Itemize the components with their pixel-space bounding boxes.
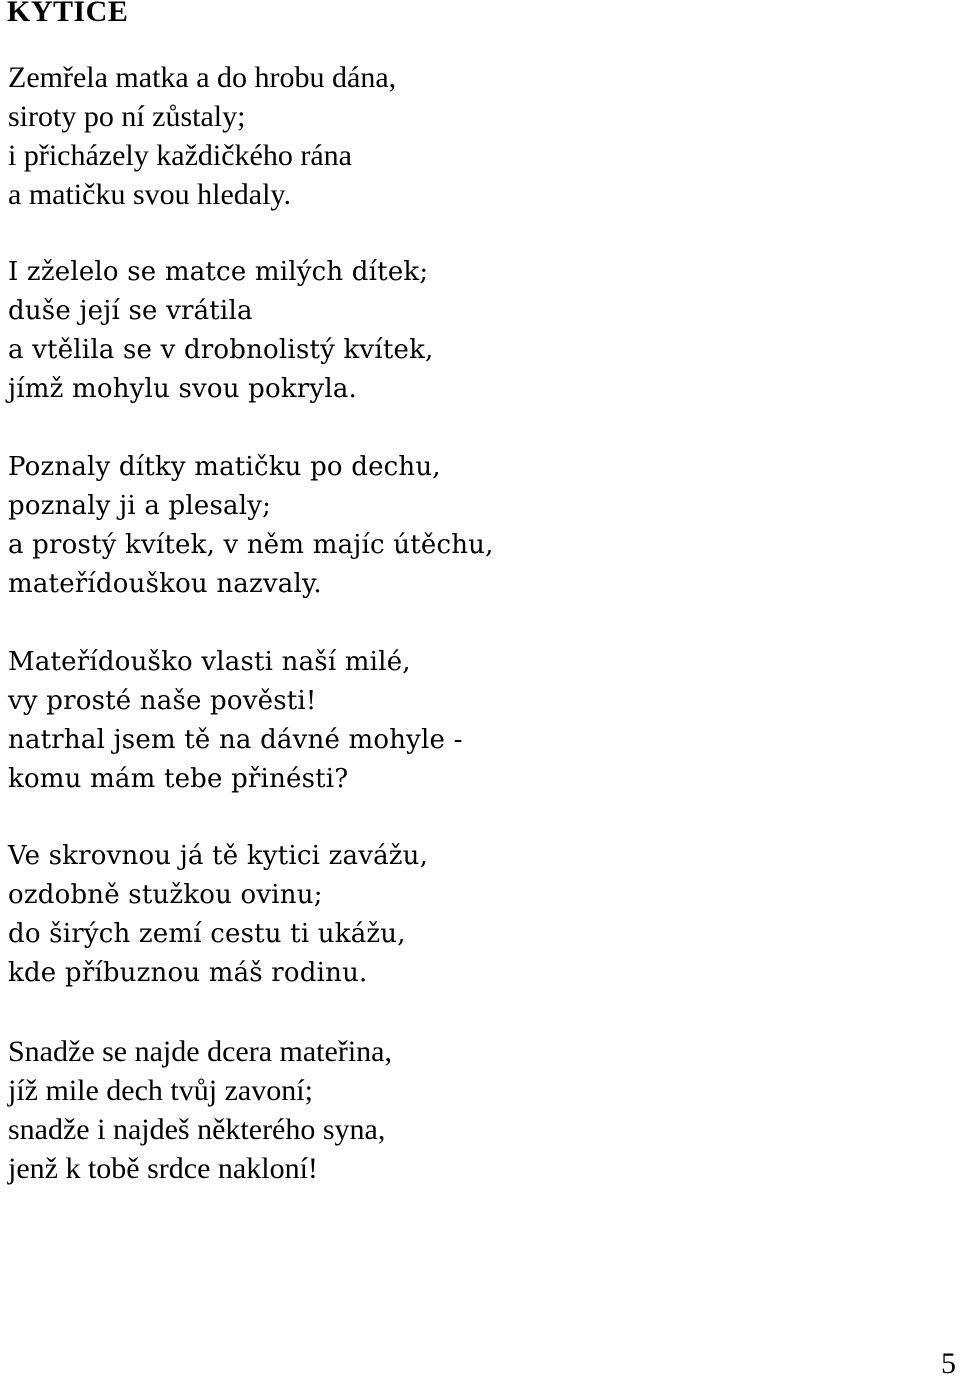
verse-line: snadže i najdeš některého syna, bbox=[8, 1113, 386, 1146]
verse-line: Poznaly dítky matičku po dechu, bbox=[8, 452, 441, 482]
verse-line: komu mám tebe přinésti? bbox=[8, 764, 349, 794]
verse-line: jíž mile dech tvůj zavoní; bbox=[8, 1074, 313, 1107]
stanza-5 bbox=[8, 837, 428, 993]
poem-title: KYTICE bbox=[7, 0, 129, 28]
verse-line: mateřídouškou nazvaly. bbox=[8, 569, 322, 599]
verse-line: jenž k tobě srdce nakloní! bbox=[8, 1152, 318, 1185]
verse-line: natrhal jsem tě na dávné mohyle - bbox=[8, 725, 463, 755]
verse-line: Snadže se najde dcera mateřina, bbox=[8, 1035, 392, 1068]
stanza-1 bbox=[8, 58, 396, 214]
verse-line: duše její se vrátila bbox=[8, 296, 253, 326]
verse-line: Ve skrovnou já tě kytici zavážu, bbox=[8, 841, 429, 871]
verse-line: a prostý kvítek, v něm majíc útěchu, bbox=[8, 530, 494, 560]
stanza-2 bbox=[8, 253, 434, 409]
page-number: 5 bbox=[941, 1347, 956, 1380]
verse-line: do širých zemí cestu ti ukážu, bbox=[8, 919, 406, 949]
verse-line: siroty po ní zůstaly; bbox=[8, 100, 246, 133]
stanza-6 bbox=[8, 1032, 392, 1188]
stanza-4 bbox=[8, 643, 463, 799]
verse-line: poznaly ji a plesaly; bbox=[8, 491, 272, 521]
verse-line: a matičku svou hledaly. bbox=[8, 178, 291, 211]
verse-line: I zželelo se matce milých dítek; bbox=[8, 257, 429, 287]
verse-line: Zemřela matka a do hrobu dána, bbox=[8, 61, 397, 94]
verse-line: i přicházely každičkého rána bbox=[8, 139, 352, 172]
verse-line: jímž mohylu svou pokryla. bbox=[8, 374, 358, 404]
verse-line: Mateřídouško vlasti naší milé, bbox=[8, 647, 411, 677]
stanza-3 bbox=[8, 448, 494, 604]
verse-line: vy prosté naše pověsti! bbox=[8, 686, 317, 716]
verse-line: kde příbuznou máš rodinu. bbox=[8, 958, 368, 988]
verse-line: ozdobně stužkou ovinu; bbox=[8, 880, 323, 910]
verse-line: a vtělila se v drobnolistý kvítek, bbox=[8, 335, 434, 365]
